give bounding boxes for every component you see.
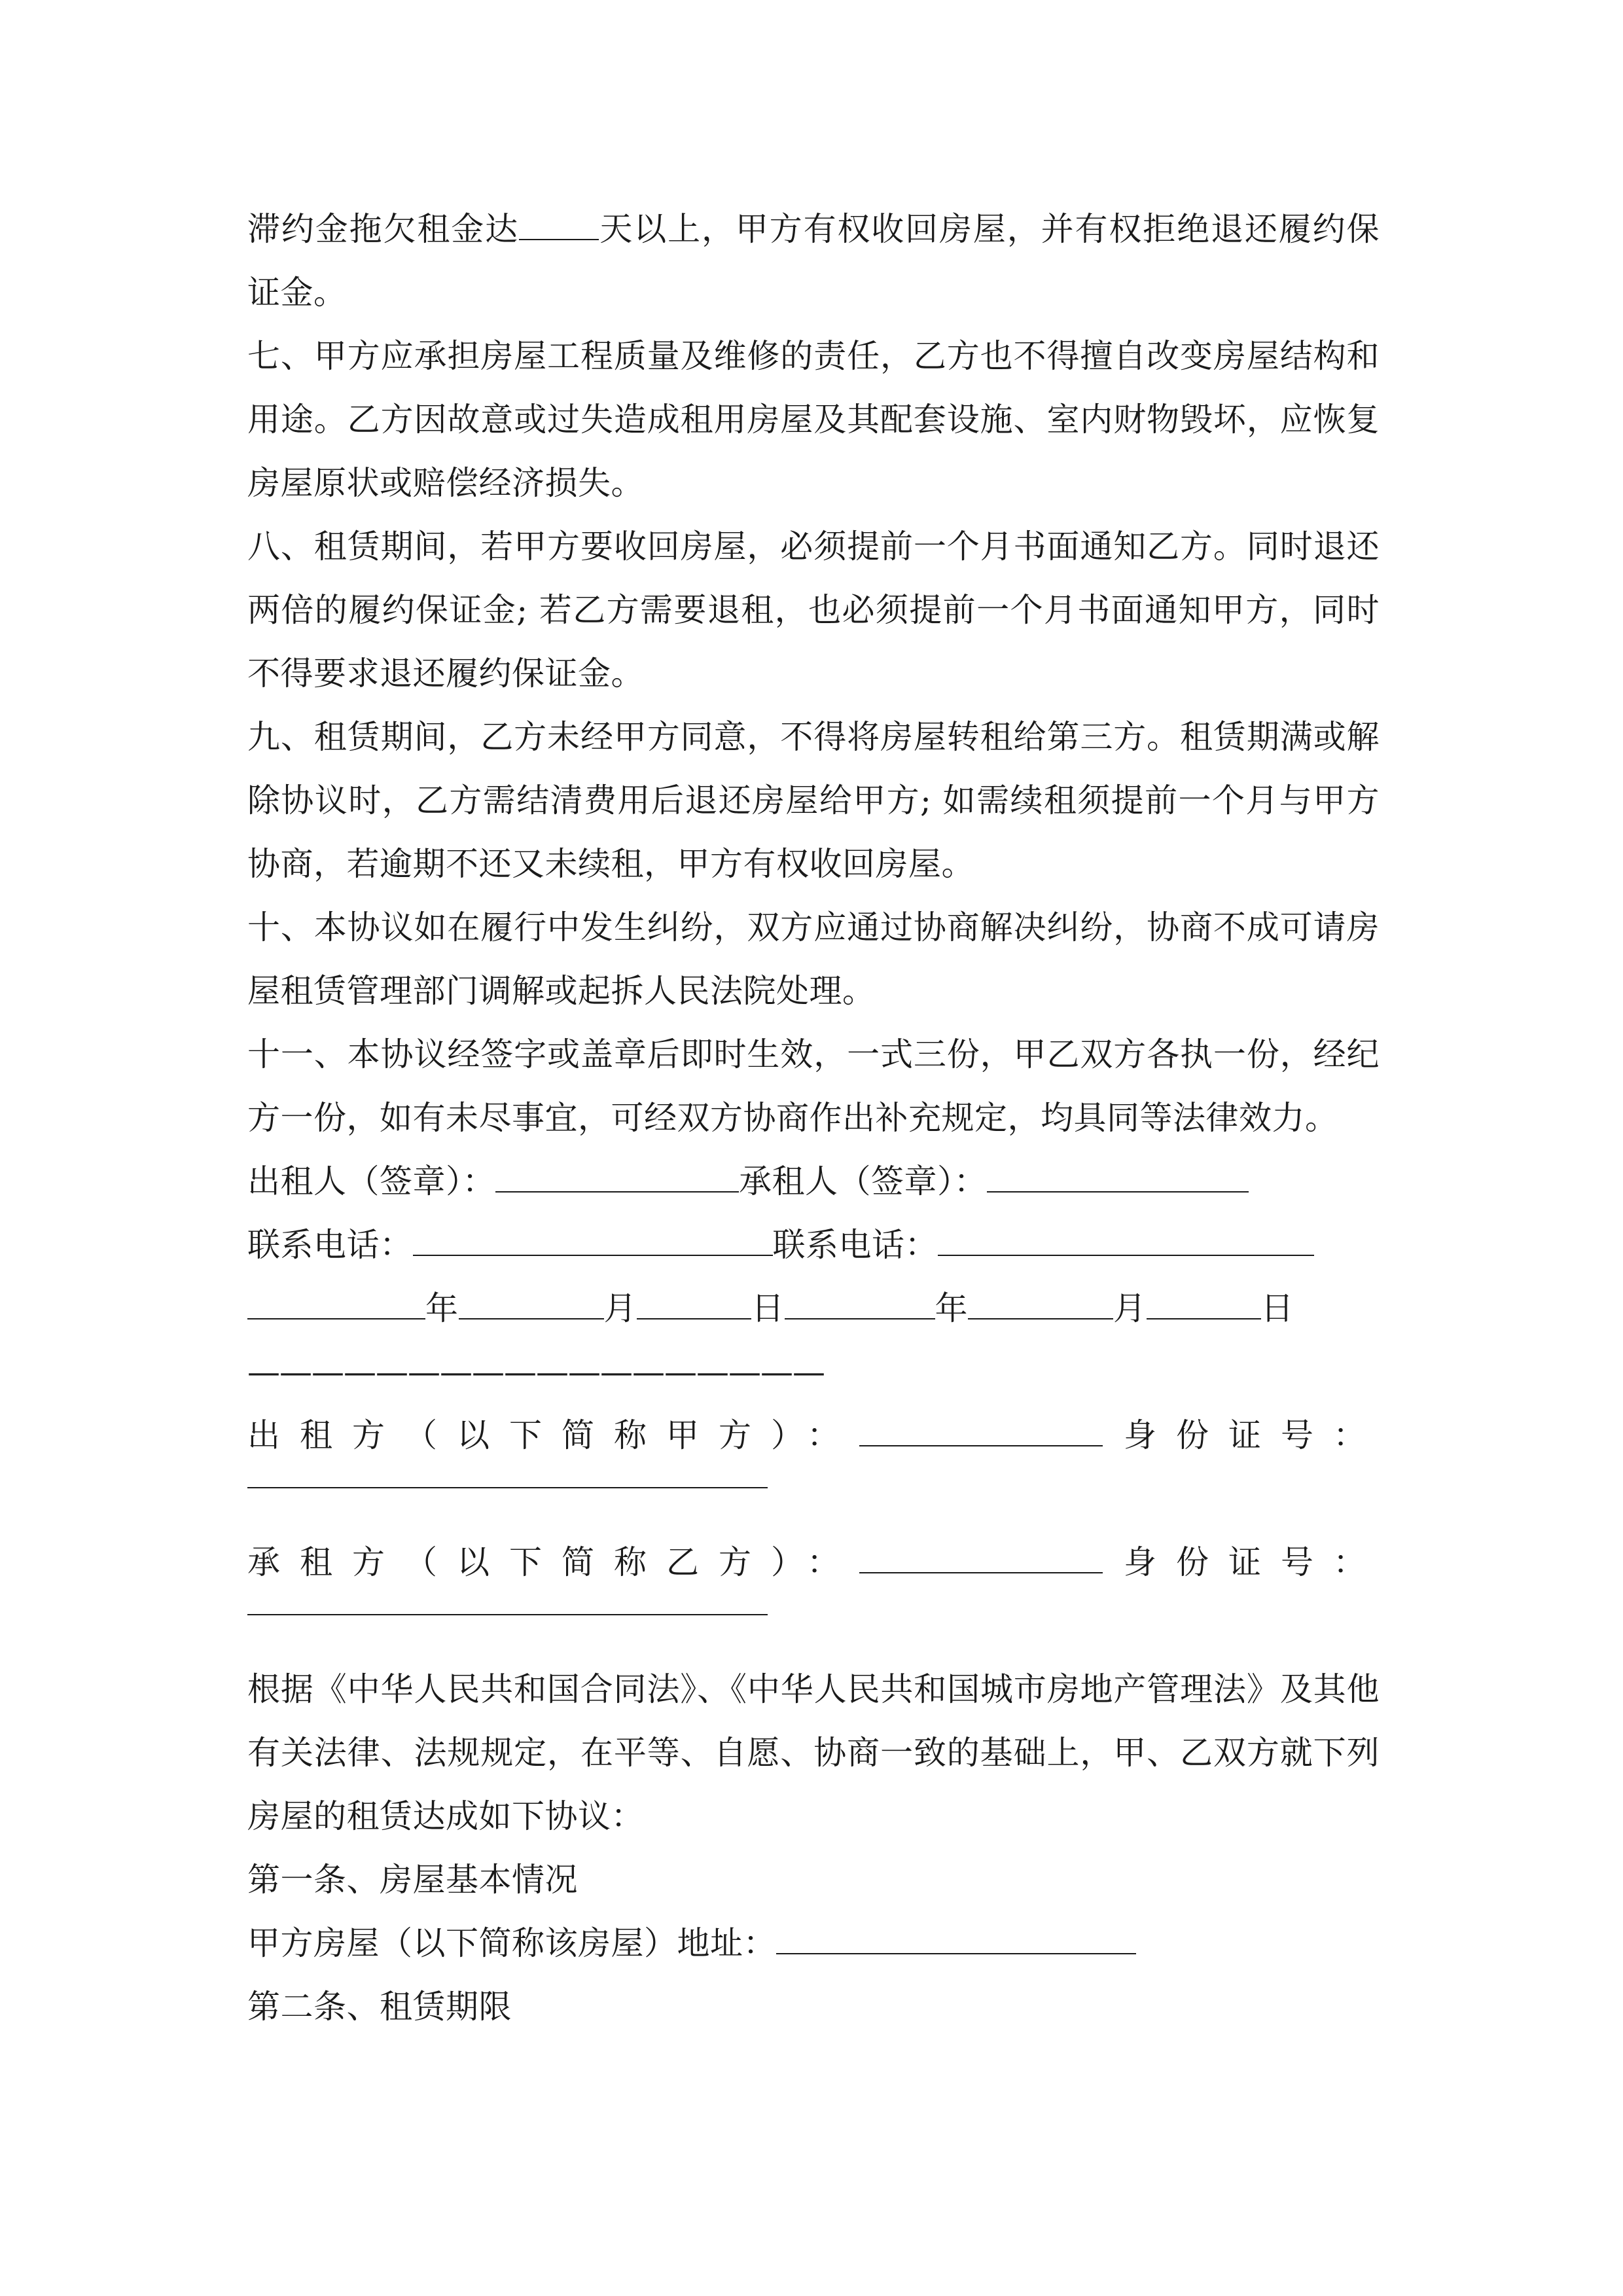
party-b-label: 承租方（以下简称乙方）： xyxy=(247,1543,859,1581)
lessee-phone-label: 联系电话： xyxy=(772,1226,938,1264)
month-label: 月 xyxy=(603,1289,637,1327)
phone-row xyxy=(247,1213,1380,1277)
lessor-year-blank xyxy=(247,1278,425,1319)
party-b-name-blank xyxy=(859,1532,1103,1573)
party-a-id-row xyxy=(247,1467,1380,1531)
clause-8: 八、租赁期间，若甲方要收回房屋，必须提前一个月书面通知乙方。同时退还两倍的履约保证金; 若乙方需要退租，也必须提前一个月书面通知甲方，同时不得要求退还履约保证金。 xyxy=(247,528,1380,692)
article-1-title: 第一条、房屋基本情况 xyxy=(247,1861,578,1899)
party-b-row xyxy=(247,1531,1385,1594)
clause-9: 九、租赁期间，乙方未经甲方同意，不得将房屋转租给第三方。租赁期满或解除协议时，乙方需结清费用后退还房屋给甲方; 如需续租须提前一个月与甲方协商，若逾期不还又未续租，甲方有权收回房屋。 xyxy=(247,718,1380,883)
lessee-signature-label: 承租人（签章）： xyxy=(739,1162,987,1200)
lessor-month-blank xyxy=(459,1278,604,1319)
address-blank xyxy=(776,1912,1136,1954)
document-body xyxy=(247,198,1385,2039)
lessor-signature-blank xyxy=(495,1151,739,1193)
days-blank xyxy=(519,198,599,240)
article-2-title: 第二条、租赁期限 xyxy=(247,1988,512,2026)
month-label-2: 月 xyxy=(1113,1289,1147,1327)
party-a-row xyxy=(247,1404,1385,1467)
party-b-id-blank xyxy=(247,1594,768,1615)
lessee-month-blank xyxy=(968,1278,1113,1319)
lessee-day-blank xyxy=(1147,1278,1261,1319)
clause-11: 十一、本协议经签字或盖章后即时生效，一式三份，甲乙双方各执一份，经纪方一份，如有未尽事宜，可经双方协商作出补充规定，均具同等法律效力。 xyxy=(247,1035,1380,1137)
lessee-signature-blank xyxy=(987,1151,1249,1193)
address-label: 甲方房屋（以下简称该房屋）地址： xyxy=(247,1924,776,1962)
party-b-id-label: 身份证号： xyxy=(1124,1543,1385,1581)
section-divider: —————————————————— xyxy=(247,1353,825,1391)
lessee-phone-blank xyxy=(938,1214,1314,1256)
party-b-id-row xyxy=(247,1594,1380,1658)
lessor-phone-label: 联系电话： xyxy=(247,1226,413,1264)
party-a-id-label: 身份证号： xyxy=(1124,1416,1385,1454)
signature-row xyxy=(247,1150,1380,1213)
lessor-phone-blank xyxy=(413,1214,773,1256)
party-a-id-blank xyxy=(247,1467,768,1488)
day-label: 日 xyxy=(751,1289,785,1327)
clause-6-text-b: 天以上，甲方有权收回房屋，并有权拒绝退还履约保证金。 xyxy=(247,210,1380,312)
party-a-name-blank xyxy=(859,1405,1103,1446)
day-label-2: 日 xyxy=(1260,1289,1294,1327)
date-row xyxy=(247,1277,1380,1340)
clause-6-text-a: 滞约金拖欠租金达 xyxy=(247,210,519,248)
address-row xyxy=(247,1912,1380,1975)
lessor-day-blank xyxy=(637,1278,751,1319)
year-label-2: 年 xyxy=(935,1289,968,1327)
clause-10: 十、本协议如在履行中发生纠纷，双方应通过协商解决纠纷，协商不成可请房屋租赁管理部门调解或起拆人民法院处理。 xyxy=(247,908,1380,1010)
clause-7: 七、甲方应承担房屋工程质量及维修的责任，乙方也不得擅自改变房屋结构和用途。乙方因故意或过失造成租用房屋及其配套设施、室内财物毁坏，应恢复房屋原状或赔偿经济损失。 xyxy=(247,337,1380,502)
clause-6-tail xyxy=(247,198,1380,325)
intro-paragraph: 根据《中华人民共和国合同法》、《中华人民共和国城市房地产管理法》及其他有关法律、法规规定，在平等、自愿、协商一致的基础上，甲、乙双方就下列房屋的租赁达成如下协议： xyxy=(247,1670,1380,1835)
lessor-signature-label: 出租人（签章）： xyxy=(247,1162,495,1200)
year-label: 年 xyxy=(425,1289,459,1327)
lessee-year-blank xyxy=(785,1278,935,1319)
party-a-label: 出租方（以下简称甲方）： xyxy=(247,1416,859,1454)
